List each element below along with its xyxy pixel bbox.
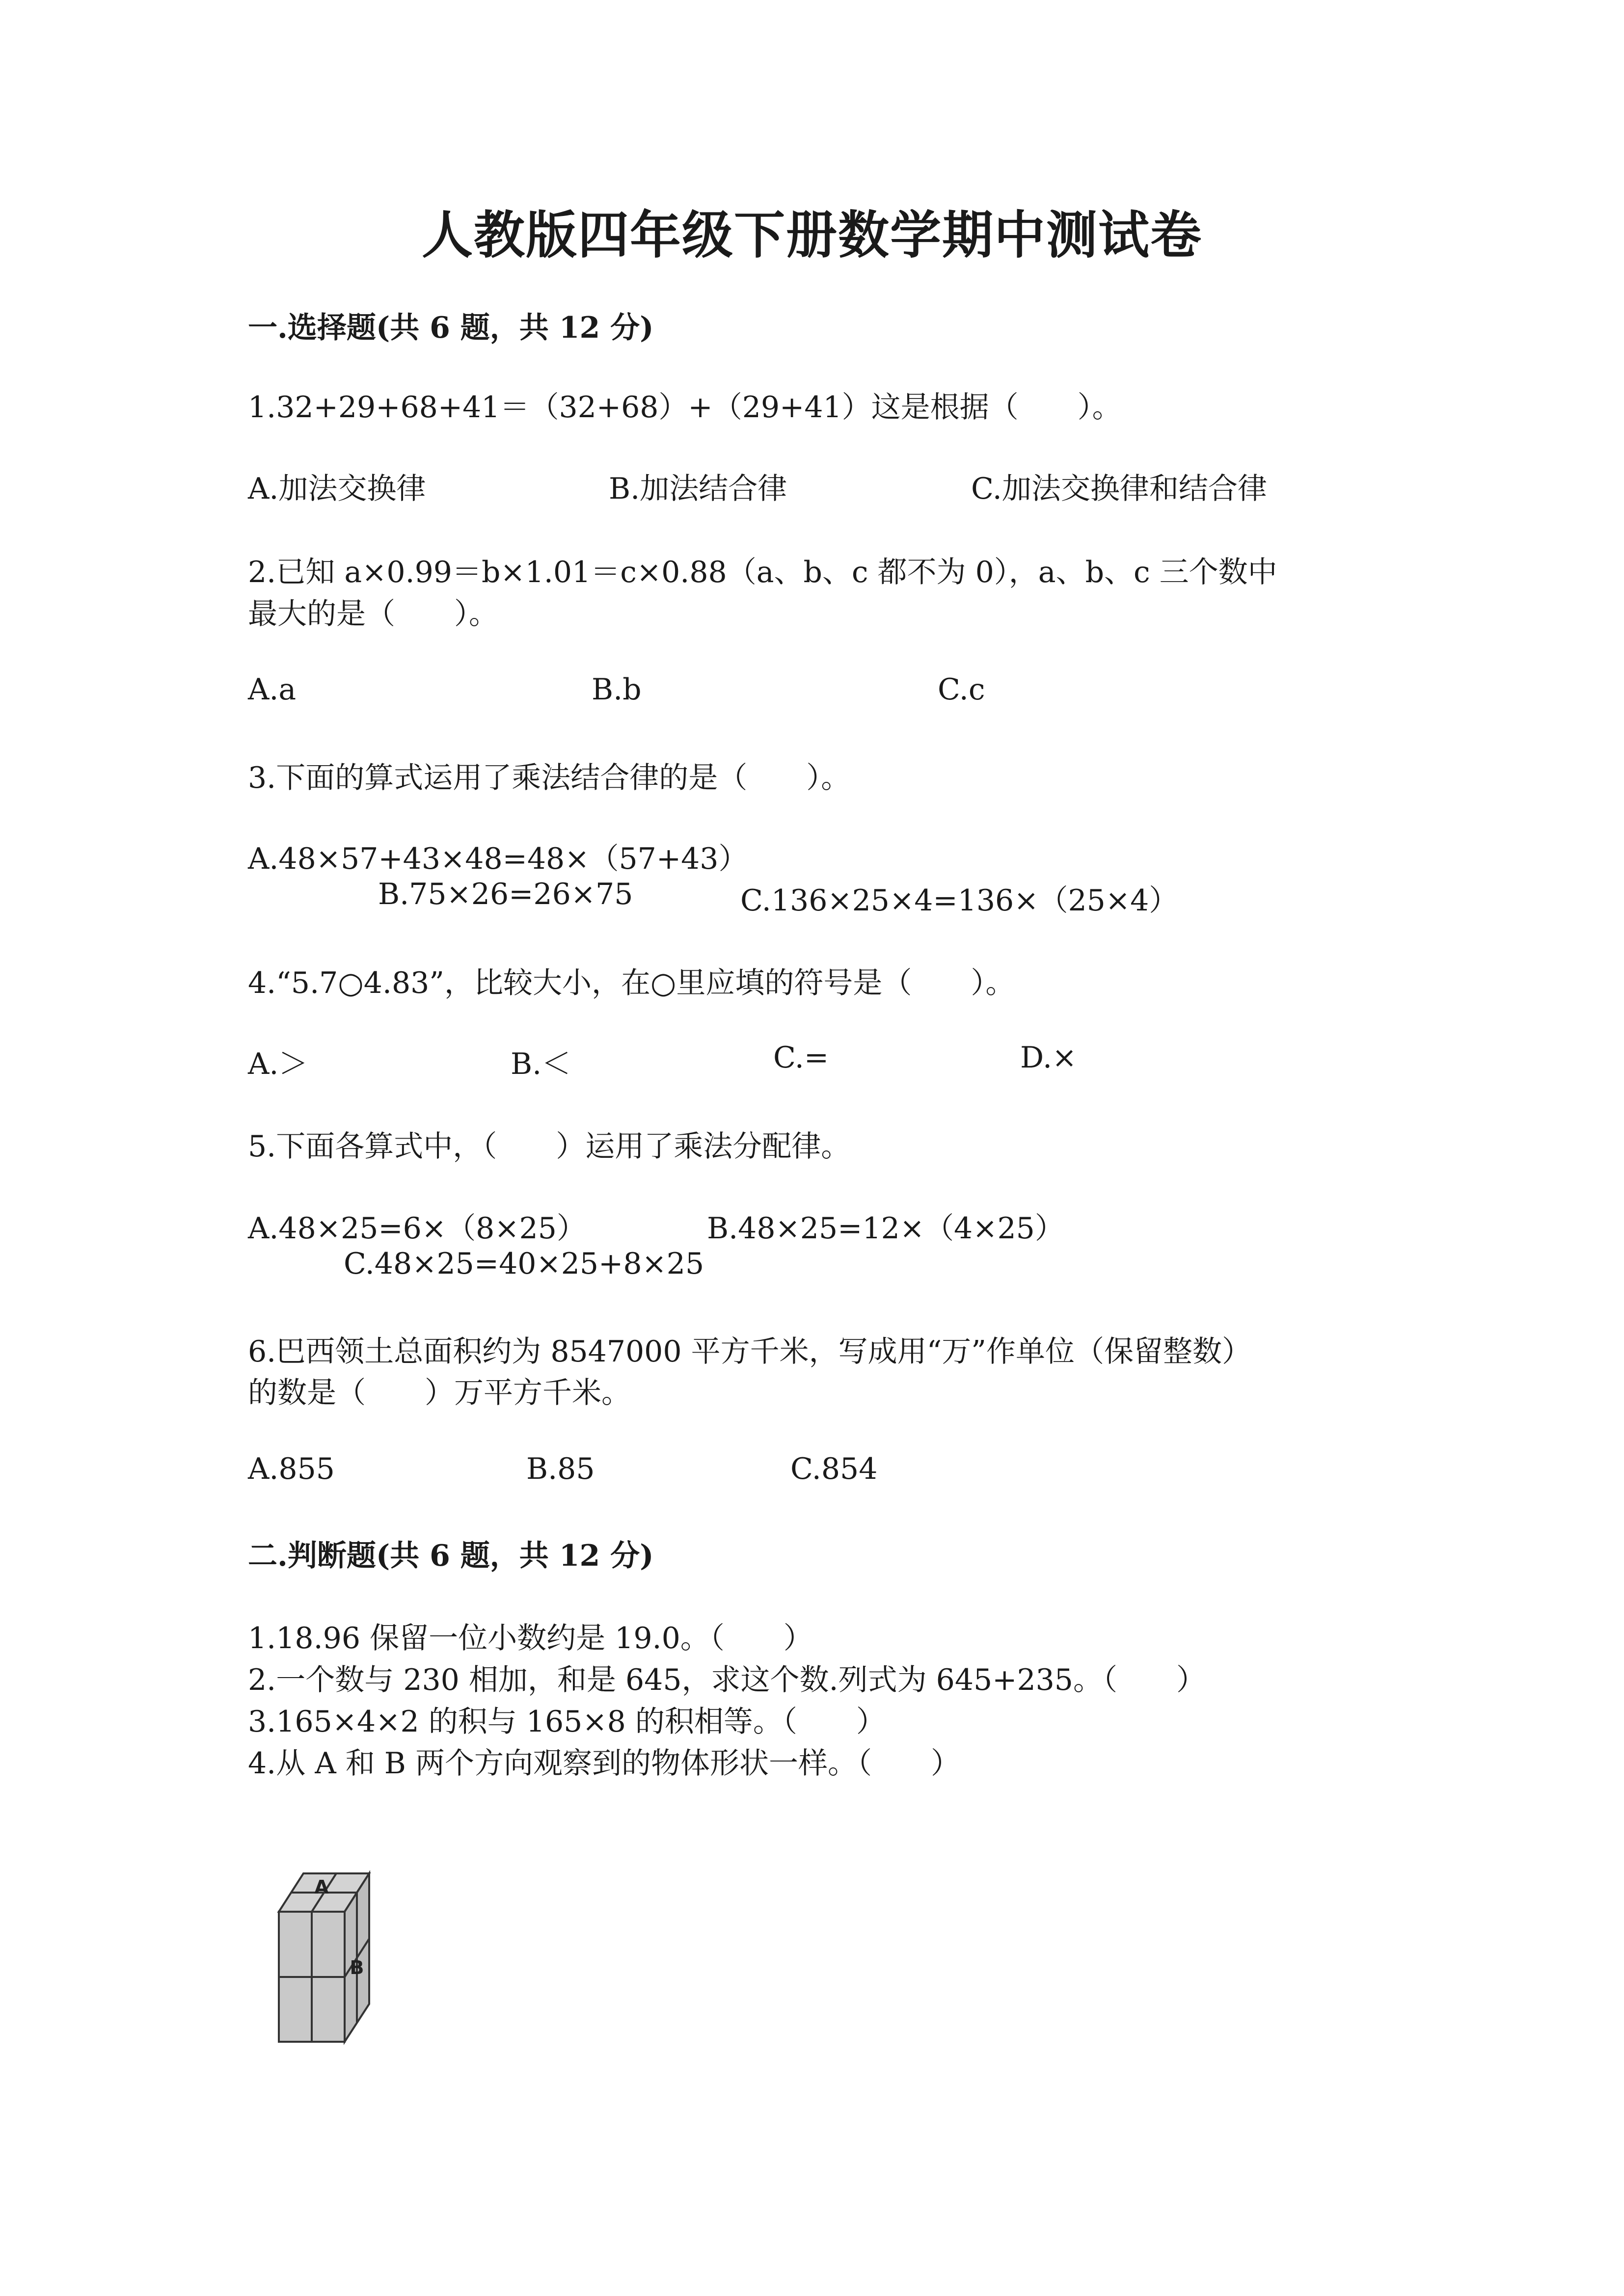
option-b: B.48×25=12×（4×25） bbox=[707, 1211, 1064, 1246]
option-a: A.加法交换律 bbox=[248, 472, 426, 506]
option-c: C.48×25=40×25+8×25 bbox=[344, 1247, 704, 1281]
option-b: B.75×26=26×75 bbox=[378, 877, 633, 911]
question-stem: 3.下面的算式运用了乘法结合律的是（ ）。 bbox=[248, 761, 851, 795]
option-c: C.854 bbox=[790, 1452, 878, 1486]
label-b: B bbox=[350, 1957, 364, 1978]
cube-figure bbox=[272, 1865, 518, 2061]
option-a: A.855 bbox=[248, 1452, 335, 1486]
judgement-item: 1.18.96 保留一位小数约是 19.0。（ ） bbox=[248, 1621, 813, 1655]
judgement-item: 4.从 A 和 B 两个方向观察到的物体形状一样。（ ） bbox=[248, 1746, 960, 1781]
question-stem: 的数是（ ）万平方千米。 bbox=[248, 1376, 631, 1410]
option-c: C.加法交换律和结合律 bbox=[971, 472, 1267, 506]
question-stem: 6.巴西领土总面积约为 8547000 平方千米，写成用“万”作单位（保留整数） bbox=[248, 1335, 1251, 1369]
option-d: D.× bbox=[1020, 1041, 1077, 1075]
option-c: C.c bbox=[938, 672, 985, 707]
option-a: A.＞ bbox=[248, 1047, 308, 1081]
label-a: A bbox=[314, 1876, 329, 1898]
option-a: A.a bbox=[248, 672, 297, 707]
question-stem: 1.32+29+68+41＝（32+68）+（29+41）这是根据（ ）。 bbox=[248, 390, 1122, 425]
option-b: B.加法结合律 bbox=[609, 472, 787, 506]
section-heading-judgement: 二.判断题(共 6 题，共 12 分) bbox=[248, 1539, 654, 1573]
judgement-item: 3.165×4×2 的积与 165×8 的积相等。（ ） bbox=[248, 1705, 886, 1739]
question-stem: 2.已知 a×0.99＝b×1.01＝c×0.88（a、b、c 都不为 0），a、b、c 三个数中 bbox=[248, 555, 1277, 589]
judgement-item: 2.一个数与 230 相加，和是 645，求这个数.列式为 645+235。（ ） bbox=[248, 1663, 1206, 1697]
section-heading-choice: 一.选择题(共 6 题，共 12 分) bbox=[248, 311, 654, 345]
question-stem: 4.“5.7○4.83”，比较大小，在○里应填的符号是（ ）。 bbox=[248, 966, 1015, 1000]
question-stem: 5.下面各算式中，（ ）运用了乘法分配律。 bbox=[248, 1129, 851, 1164]
page-title: 人教版四年级下册数学期中测试卷 bbox=[421, 205, 1202, 265]
question-stem: 最大的是（ ）。 bbox=[248, 597, 498, 631]
option-a: A.48×25=6×（8×25） bbox=[248, 1211, 586, 1246]
option-c: C.136×25×4=136×（25×4） bbox=[740, 883, 1179, 918]
option-b: B.＜ bbox=[511, 1047, 571, 1081]
option-c: C.= bbox=[773, 1041, 829, 1075]
option-b: B.b bbox=[592, 672, 642, 707]
option-a: A.48×57+43×48=48×（57+43） bbox=[248, 842, 748, 876]
option-b: B.85 bbox=[526, 1452, 595, 1486]
